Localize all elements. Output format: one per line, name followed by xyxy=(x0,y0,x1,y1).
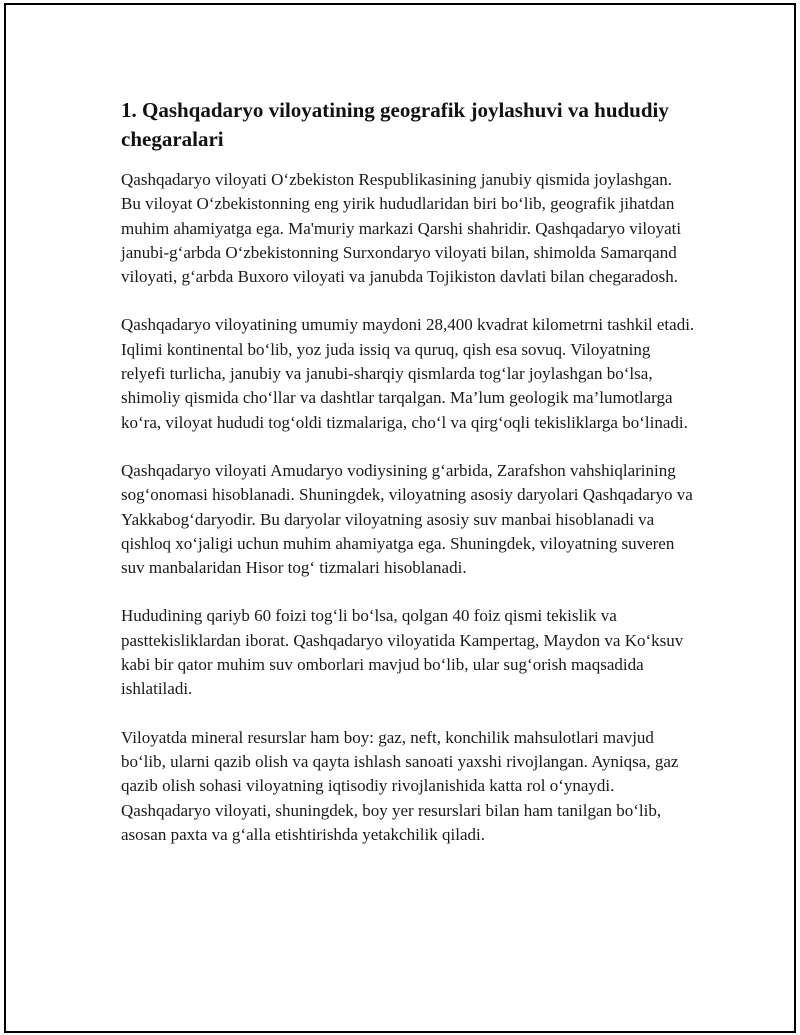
paragraph-location: Qashqadaryo viloyati O‘zbekiston Respublikasining janubiy qismida joylashgan. Bu viloyat O‘zbekistonning eng yirik hududlaridan biri bo‘lib, geografik jihatdan muhim ahamiyatga ega. Ma'muriy markazi Qarshi shahridir. Qashqadaryo viloyati janubi-g‘arbda O‘zbekistonning Surxondaryo viloyati bilan, shimolda Samarqand viloyati, g‘arbda Buxoro viloyati va janubda Tojikiston davlati bilan chegaradosh. xyxy=(121,170,682,287)
paragraph-rivers: Qashqadaryo viloyati Amudaryo vodiysining g‘arbida, Zarafshon vahshiqlarining sog‘onomasi hisoblanadi. Shuningdek, viloyatning asosiy daryolari Qashqadaryo va Yakkabog‘daryodir. Bu daryolar viloyatning asosiy suv manbai hisoblanadi va qishloq xo‘jaligi uchun muhim ahamiyatga ega. Shuningdek, viloyatning suveren suv manbalaridan Hisor tog‘ tizmalari hisoblanadi. xyxy=(121,460,693,578)
paragraph-mineral-resources: Viloyatda mineral resurslar ham boy: gaz, neft, konchilik mahsulotlari mavjud bo‘lib, ularni qazib olish va qayta ishlash sanoati yaxshi rivojlangan. Ayniqsa, gaz qazib olish sohasi viloyatning iqtisodiy rivojlanishida katta rol o‘ynaydi. Qashqadaryo viloyati, shuningdek, boy yer resurslari bilan ham tanilgan bo‘lib, asosan paxta va g‘alla etishtirishda yetakchilik qiladi. xyxy=(121,727,679,844)
document-body xyxy=(121,96,696,871)
paragraph-terrain-reservoirs: Hududining qariyb 60 foizi tog‘li bo‘lsa, qolgan 40 foiz qismi tekislik va pasttekisliklardan iborat. Qashqadaryo viloyatida Kampertag, Maydon va Ko‘ksuv kabi bir qator muhim suv omborlari mavjud bo‘lib, ular sug‘orish maqsadida ishlatiladi. xyxy=(121,606,684,699)
section-title: 1. Qashqadaryo viloyatining geografik joylashuvi va hududiy chegaralari xyxy=(121,98,669,151)
paragraph-area-climate: Qashqadaryo viloyatining umumiy maydoni 28,400 kvadrat kilometrni tashkil etadi. Iqlimi kontinental bo‘lib, yoz juda issiq va quruq, qish esa sovuq. Viloyatning relyefi turlicha, janubiy va janubi-sharqiy qismlarda tog‘lar joylashgan bo‘lsa, shimoliy qismida cho‘llar va dashtlar tarqalgan. Ma’lum geologik ma’lumotlarga ko‘ra, viloyat hududi tog‘oldi tizmalariga, cho‘l va qirg‘oqli tekisliklarga bo‘linadi. xyxy=(121,315,695,432)
page-frame xyxy=(4,3,796,1033)
